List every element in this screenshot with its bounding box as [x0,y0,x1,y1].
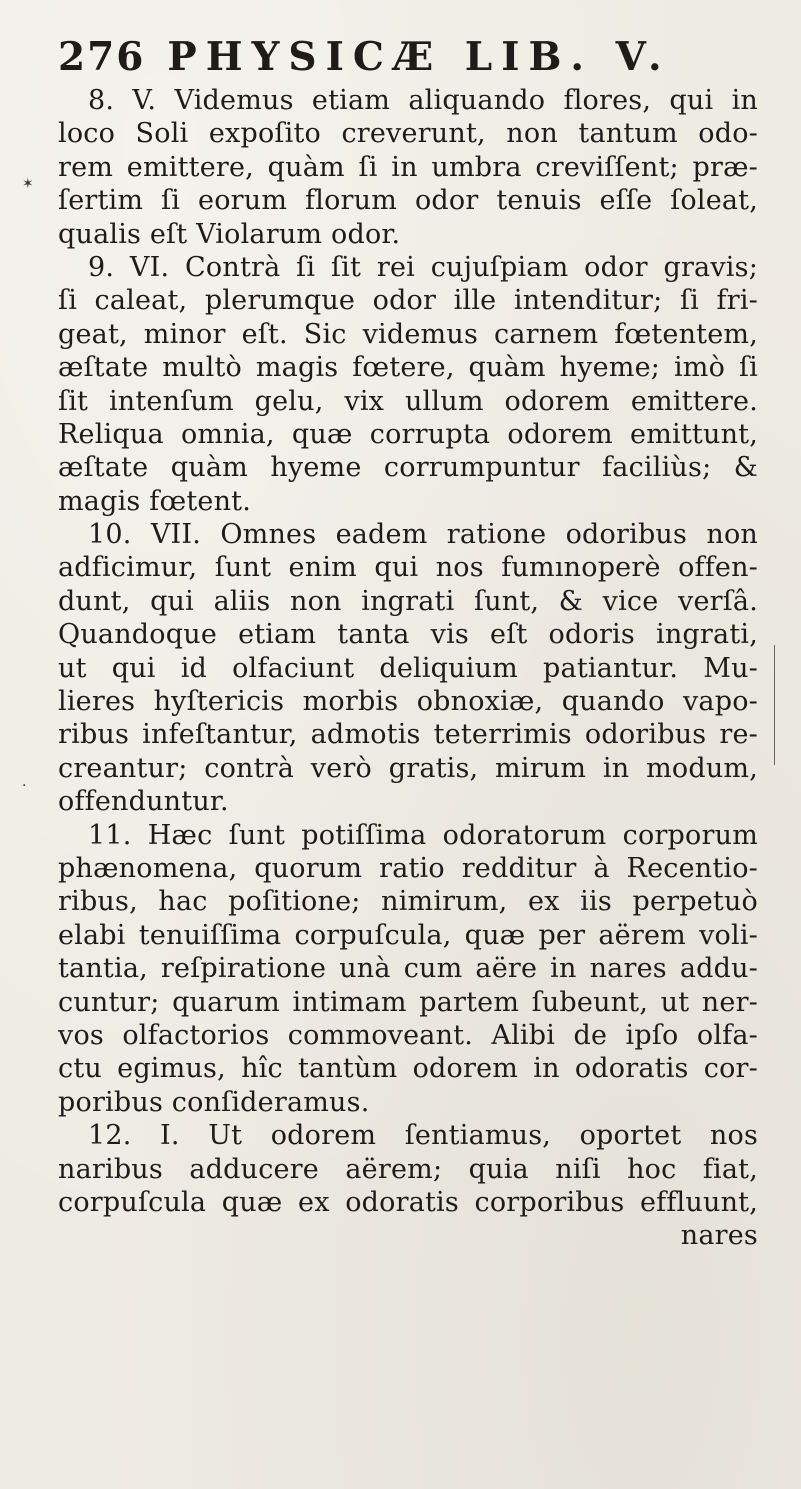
text-line: vos olfactorios commoveant. Alibi de ipſo olfa- [58,1019,758,1051]
text-line: corpuſcula quæ ex odoratis corporibus effluunt, [58,1186,758,1218]
text-line: 10. VII. Omnes eadem ratione odoribus non [88,519,758,551]
text-line: geat, minor eſt. Sic videmus carnem fœtentem, [58,318,758,350]
text-line: 8. V. Videmus etiam aliquando flores, qui in [88,85,758,116]
text-line: æſtate multò magis fœtere, quàm hyeme; imò ſi [58,352,758,384]
page-number: 276 [58,34,146,80]
page-edge-rule [774,645,775,765]
text-line: Quandoque etiam tanta vis eſt odoris ingrati, [58,619,758,651]
text-line: dunt, qui aliis non ingrati ſunt, & vice verſâ. [58,585,758,617]
text-line: ſertim ſi eorum florum odor tenuis eſſe ſoleat, [58,185,758,217]
text-line: rem emittere, quàm ſi in umbra creviſſent; præ- [58,151,758,183]
text-line: poribus conſideramus. [58,1086,370,1118]
text-line: creantur; contrà verò gratis, mirum in modum, [58,752,758,784]
text-line: naribus adducere aërem; quia niſi hoc fiat, [58,1153,758,1185]
text-line: ctu egimus, hîc tantùm odorem in odoratis cor- [58,1053,758,1085]
text-line: 12. I. Ut odorem ſentiamus, oportet nos [88,1120,758,1152]
margin-mark: · [22,778,27,794]
text-line: tantia, reſpiratione unà cum aëre in nares addu- [58,953,758,985]
text-line: ribus, hac poſitione; nimirum, ex iis perpetuò [58,886,758,918]
text-line: elabi tenuiſſima corpuſcula, quæ per aërem voli- [58,919,758,951]
text-line: nares [680,1220,758,1252]
text-line: phænomena, quorum ratio redditur à Recentio- [58,852,758,884]
text-line: Reliqua omnia, quæ corrupta odorem emittunt, [58,418,758,450]
margin-mark: ✶ [22,176,34,192]
text-line: ribus infeſtantur, admotis teterrimis odoribus re- [58,719,758,751]
text-line: lieres hyſtericis morbis obnoxiæ, quando vapo- [58,686,758,718]
text-line: magis fœtent. [58,485,251,517]
text-line: 11. Hæc ſunt potiſſima odoratorum corporum [88,819,758,851]
text-line: cuntur; quarum intimam partem ſubeunt, ut ner- [58,986,758,1018]
text-line: qualis eſt Violarum odor. [58,218,401,250]
running-title: PHYSICÆ LIB. V. [167,34,671,80]
text-line: ſi caleat, plerumque odor ille intenditur; ſi fri- [58,285,758,317]
text-line: ſit intenſum gelu, vix ullum odorem emittere. [58,385,758,417]
text-line: loco Soli expoſito creverunt, non tantum odo- [58,118,758,150]
text-line: ut qui id olfaciunt deliquium patiantur. Mu- [58,652,758,684]
text-body [58,84,758,1253]
page-header [58,34,671,80]
text-line: offenduntur. [58,786,229,818]
text-line: 9. VI. Contrà ſi ſit rei cujuſpiam odor gravis; [88,251,758,283]
text-line: æſtate quàm hyeme corrumpuntur faciliùs; & [58,452,758,484]
text-line: adficimur, ſunt enim qui nos fumınoperè offen- [58,552,758,584]
